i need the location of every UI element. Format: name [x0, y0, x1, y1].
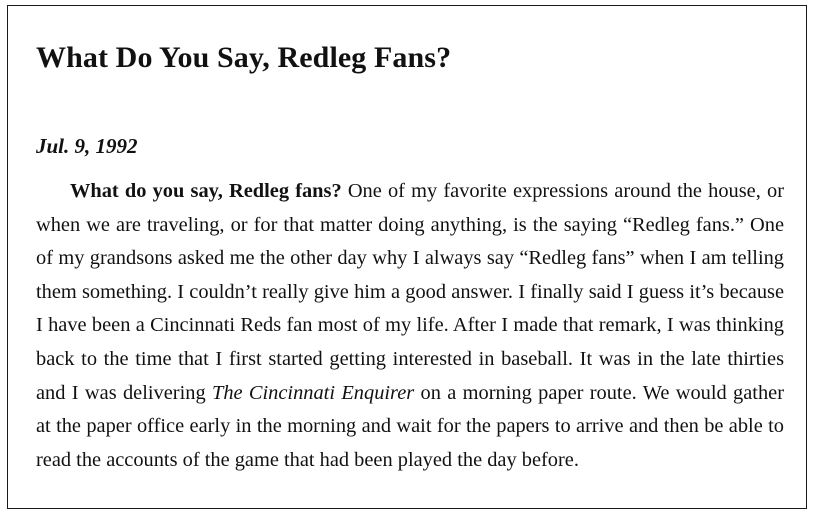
lead-phrase: What do you say, Redleg fans? — [70, 180, 342, 202]
body-text-part2: on a morning paper route. We would gather at the paper office early in the morning and wait for the papers to arrive and then be able to read the accounts of the game that had been played the day before. — [36, 381, 784, 471]
body-text-part1: One of my favorite expressions around the house, or when we are traveling, or for that matter doing anything, is the saying “Redleg fans.” One of my grandsons asked me the other day why I always say “Redleg fans” when I am telling them something. I couldn’t really give him a good answer. I finally said I guess it’s because I have been a Cincinnati Reds fan most of my life. After I made that remark, I was thinking back to the time that I first started getting interested in baseball. It was in the late thirties and I was delivering — [36, 180, 784, 404]
article-title: What Do You Say, Redleg Fans? — [36, 41, 452, 74]
article-date: Jul. 9, 1992 — [36, 134, 138, 158]
publication-name: The Cincinnati Enquirer — [211, 381, 415, 404]
document-frame — [7, 5, 807, 509]
article-body — [36, 175, 784, 477]
